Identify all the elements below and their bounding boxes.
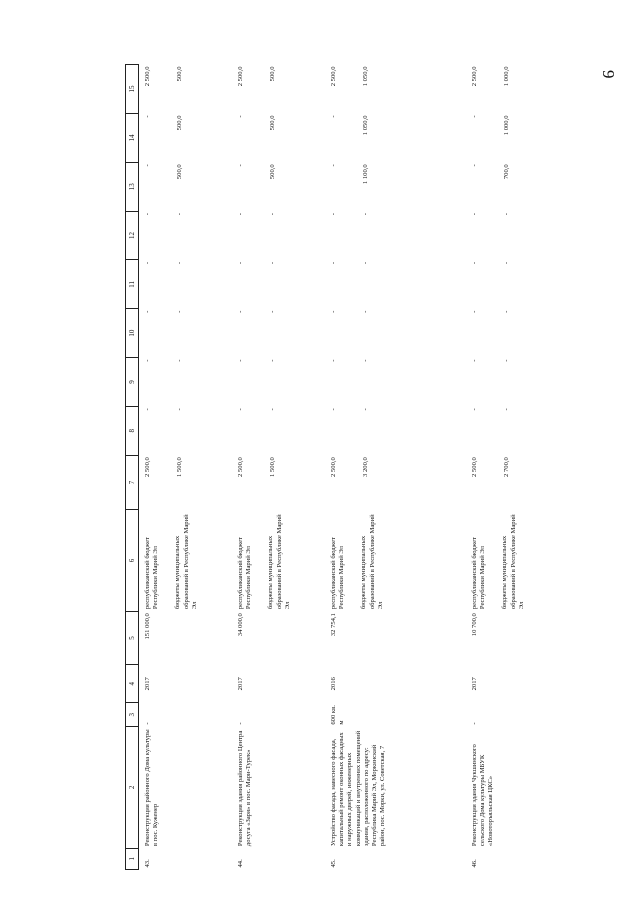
- value-cell: [139, 162, 233, 211]
- column-header: 15: [126, 65, 139, 114]
- row-number: 46.: [471, 859, 478, 868]
- value-cell: [232, 113, 325, 162]
- value-republican: -: [237, 115, 244, 118]
- funding-source-municipal: бюджеты муниципальных образований в Республике Марий Эл: [360, 514, 384, 610]
- value-municipal: -: [269, 408, 277, 411]
- value-municipal: -: [362, 408, 370, 411]
- funding-source-republican: республиканский бюджет Республики Марий Эл: [237, 537, 253, 610]
- value-municipal: -: [176, 213, 184, 216]
- value-cell: [466, 162, 559, 211]
- value-municipal: 1 000,0: [503, 66, 511, 87]
- value-cell: [466, 260, 559, 309]
- value-municipal: 3 200,0: [362, 457, 370, 477]
- funding-sources: [232, 510, 325, 611]
- value-republican: -: [144, 310, 151, 313]
- value-municipal: 500,0: [269, 115, 277, 131]
- value-cell: [139, 309, 233, 358]
- estimated-cost: 10 700,0: [471, 613, 478, 637]
- value-cell: [466, 65, 559, 114]
- value-municipal: -: [362, 261, 370, 265]
- object-name: Реконструкция районного Дома культуры в пос. Куженер: [144, 729, 160, 847]
- value-republican: -: [144, 115, 151, 118]
- value-republican: 2 500,0: [471, 457, 478, 477]
- row-number: 45.: [330, 859, 337, 868]
- value-republican: 2 500,0: [330, 457, 337, 477]
- column-header: 14: [126, 113, 139, 162]
- column-header: 1: [126, 848, 139, 869]
- value-cell: [325, 406, 466, 455]
- value-municipal: -: [269, 261, 277, 265]
- value-republican: -: [471, 359, 478, 362]
- value-republican: -: [330, 359, 337, 362]
- value-cell: [325, 65, 466, 114]
- value-municipal: 1 050,0: [362, 66, 370, 87]
- year: 2017: [237, 677, 244, 691]
- table-row: [325, 65, 466, 870]
- object-name: Реконструкция здания Чукшинского сельского Дома культуры МБУК «Новоторъяльская ЦКС»: [471, 744, 495, 847]
- object-name: Устройство фасада, навесного фасада, капитальный ремонт оконных фасадных и наружных дверей, инженерных коммуникаций и внутренних помещений здания, расположенного по адресу: Республика Марий Эл, Моркинский район, пос. Морки, ул. Советская, 7: [330, 730, 387, 847]
- value-republican: -: [471, 310, 478, 313]
- year: 2017: [471, 677, 478, 691]
- value-republican: -: [330, 115, 337, 118]
- table-row: [139, 65, 233, 870]
- value-cell: [325, 211, 466, 260]
- capacity: -: [237, 722, 244, 725]
- column-header: 2: [126, 727, 139, 848]
- value-municipal: 500,0: [176, 164, 184, 180]
- value-municipal: -: [503, 359, 511, 362]
- value-republican: -: [237, 213, 244, 216]
- value-republican: -: [330, 310, 337, 313]
- value-municipal: -: [503, 213, 511, 216]
- funding-source-municipal: бюджеты муниципальных образований в Республике Марий Эл: [267, 514, 291, 610]
- value-cell: [232, 309, 325, 358]
- value-republican: -: [144, 213, 151, 216]
- table-row: [232, 65, 325, 870]
- column-header: 6: [126, 510, 139, 611]
- value-republican: -: [144, 359, 151, 362]
- value-cell: [139, 113, 233, 162]
- value-cell: [232, 455, 325, 510]
- funding-source-municipal: бюджеты муниципальных образований в Республике Марий Эл: [174, 514, 198, 610]
- object-name: Реконструкция здания районного Центра досуга «Заря» в пос. Мари-Турек»: [237, 730, 253, 847]
- value-republican: -: [237, 164, 244, 167]
- value-cell: [325, 455, 466, 510]
- value-municipal: -: [503, 310, 511, 313]
- value-cell: [466, 455, 559, 510]
- value-municipal: -: [269, 359, 277, 362]
- column-header: 12: [126, 211, 139, 260]
- value-republican: -: [471, 261, 478, 265]
- funding-sources: [139, 510, 233, 611]
- value-municipal: -: [176, 310, 184, 313]
- value-republican: -: [471, 164, 478, 167]
- funding-sources: [325, 510, 466, 611]
- value-cell: [325, 358, 466, 407]
- value-republican: -: [330, 213, 337, 216]
- value-municipal: 1 500,0: [269, 457, 277, 477]
- value-republican: 2 500,0: [144, 457, 151, 477]
- capacity: -: [144, 722, 151, 725]
- value-cell: [232, 162, 325, 211]
- value-municipal: 500,0: [176, 115, 184, 131]
- value-municipal: -: [503, 408, 511, 411]
- value-republican: 2 500,0: [237, 66, 244, 87]
- value-municipal: 1 050,0: [362, 115, 370, 136]
- value-municipal: 500,0: [269, 66, 277, 82]
- value-cell: [139, 65, 233, 114]
- value-municipal: 500,0: [176, 66, 184, 82]
- funding-source-republican: республиканский бюджет Республики Марий Эл: [471, 537, 487, 610]
- value-cell: [232, 260, 325, 309]
- column-header: 8: [126, 406, 139, 455]
- value-cell: [325, 260, 466, 309]
- column-header: 7: [126, 455, 139, 510]
- value-republican: 2 500,0: [471, 66, 478, 87]
- value-municipal: 700,0: [503, 164, 511, 180]
- value-cell: [232, 358, 325, 407]
- value-republican: -: [144, 164, 151, 167]
- value-municipal: 500,0: [269, 164, 277, 180]
- value-republican: -: [330, 261, 337, 265]
- value-cell: [466, 309, 559, 358]
- column-header: 5: [126, 611, 139, 665]
- estimated-cost: 32 754,1: [330, 613, 337, 637]
- value-cell: [232, 406, 325, 455]
- year: 2016: [330, 677, 337, 691]
- value-republican: -: [471, 213, 478, 216]
- value-cell: [139, 358, 233, 407]
- table-row: [466, 65, 559, 870]
- value-cell: [466, 358, 559, 407]
- row-number: 43.: [144, 859, 151, 868]
- value-municipal: 1 100,0: [362, 164, 370, 185]
- value-republican: 2 500,0: [237, 457, 244, 477]
- column-header: 11: [126, 260, 139, 309]
- value-municipal: -: [176, 408, 184, 411]
- value-republican: -: [144, 408, 151, 411]
- funding-sources: [466, 510, 559, 611]
- value-municipal: -: [269, 213, 277, 216]
- value-municipal: -: [176, 261, 184, 265]
- capacity: 600 кв. м: [330, 705, 346, 725]
- value-cell: [232, 211, 325, 260]
- year: 2017: [144, 677, 151, 691]
- page-number: 9: [599, 70, 618, 79]
- value-municipal: -: [362, 310, 370, 313]
- value-republican: -: [144, 261, 151, 265]
- value-municipal: 1 500,0: [176, 457, 184, 477]
- value-cell: [139, 260, 233, 309]
- value-republican: -: [237, 261, 244, 265]
- estimated-cost: 151 000,0: [144, 613, 151, 640]
- column-header: 3: [126, 703, 139, 727]
- value-cell: [325, 162, 466, 211]
- value-cell: [325, 309, 466, 358]
- value-republican: -: [237, 408, 244, 411]
- value-cell: [232, 65, 325, 114]
- value-cell: [139, 211, 233, 260]
- column-header: 4: [126, 665, 139, 703]
- value-cell: [466, 113, 559, 162]
- value-republican: -: [471, 115, 478, 118]
- column-number-row: [126, 65, 139, 870]
- value-municipal: 1 000,0: [503, 115, 511, 136]
- estimated-cost: 34 000,0: [237, 613, 244, 637]
- value-cell: [325, 113, 466, 162]
- value-republican: -: [330, 164, 337, 167]
- column-header: 10: [126, 309, 139, 358]
- value-municipal: -: [503, 261, 511, 265]
- value-municipal: 2 700,0: [503, 457, 511, 477]
- value-cell: [466, 406, 559, 455]
- funding-source-municipal: бюджеты муниципальных образований в Республике Марий Эл: [501, 514, 525, 610]
- rotated-page: [125, 45, 640, 905]
- value-republican: -: [330, 408, 337, 411]
- value-republican: -: [471, 408, 478, 411]
- column-header: 9: [126, 358, 139, 407]
- value-republican: -: [237, 310, 244, 313]
- value-republican: 2 500,0: [330, 66, 337, 87]
- value-municipal: -: [362, 359, 370, 362]
- value-republican: 2 500,0: [144, 66, 151, 87]
- value-municipal: -: [362, 213, 370, 216]
- value-cell: [139, 406, 233, 455]
- capacity: -: [471, 722, 478, 725]
- value-municipal: -: [176, 359, 184, 362]
- value-municipal: -: [269, 310, 277, 313]
- funding-source-republican: республиканский бюджет Республики Марий Эл: [330, 537, 346, 610]
- program-table: [125, 64, 559, 870]
- value-cell: [466, 211, 559, 260]
- funding-source-republican: республиканский бюджет Республики Марий Эл: [144, 537, 160, 610]
- column-header: 13: [126, 162, 139, 211]
- row-number: 44.: [237, 859, 244, 868]
- value-cell: [139, 455, 233, 510]
- value-republican: -: [237, 359, 244, 362]
